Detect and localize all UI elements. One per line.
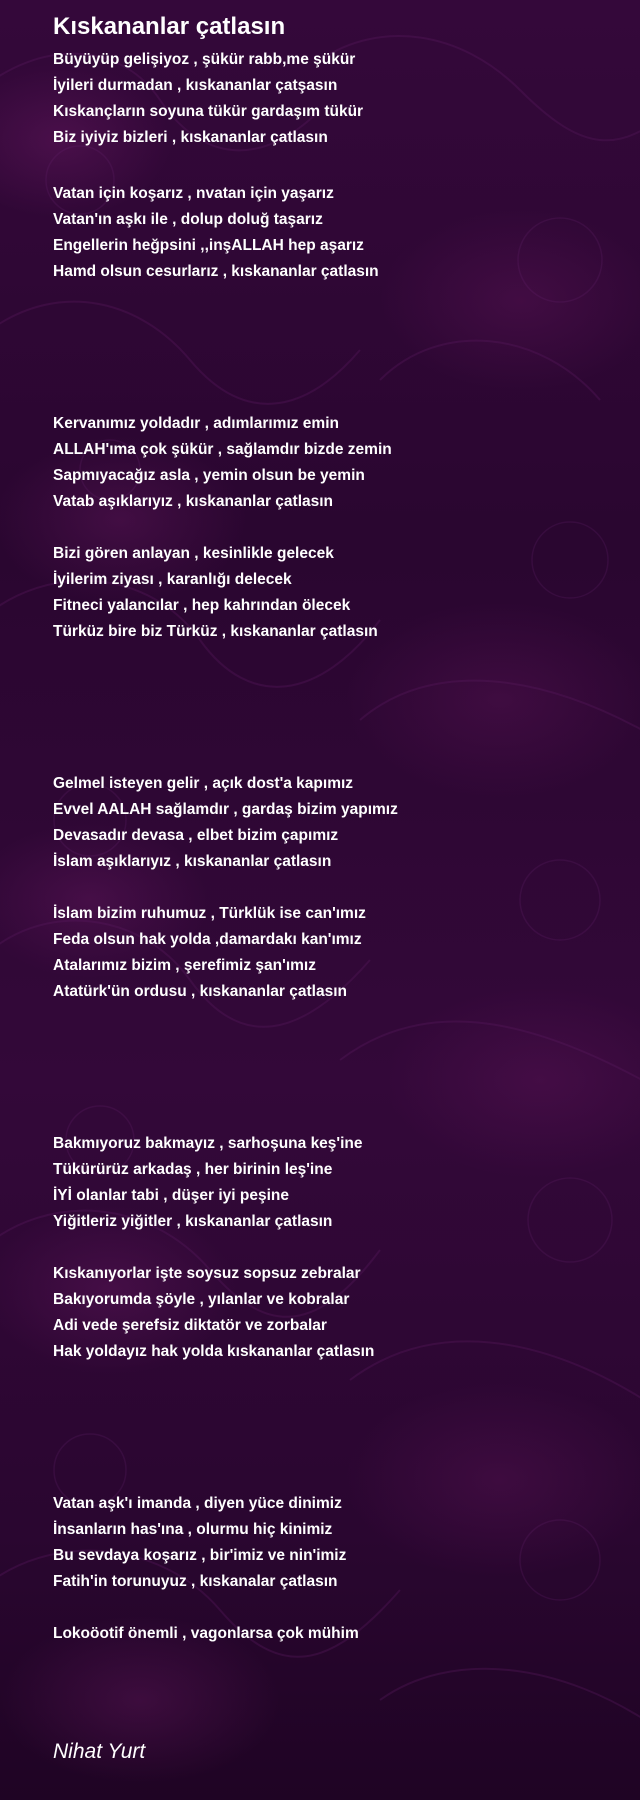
poem-line: İslam bizim ruhumuz , Türklük ise can'ımız (53, 905, 366, 922)
poem-line: ALLAH'ıma çok şükür , sağlamdır bizde zemin (53, 441, 392, 458)
poem-line: Lokoöotif önemli , vagonlarsa çok mühim (53, 1625, 359, 1642)
poem-line: İnsanların has'ına , olurmu hiç kinimiz (53, 1521, 333, 1538)
poem-line: Hamd olsun cesurlarız , kıskananlar çatlasın (53, 263, 379, 280)
poem-line: Kıskançların soyuna tükür gardaşım tükür (53, 103, 364, 120)
poem-line: Atalarımız bizim , şerefimiz şan'ımız (53, 957, 316, 974)
stanza-6 (53, 901, 366, 1005)
stanza-1 (53, 47, 363, 151)
poem-line: Vatan'ın aşkı ile , dolup doluğ taşarız (53, 211, 323, 228)
poem-line: Vatan için koşarız , nvatan için yaşarız (53, 185, 334, 202)
poem-line: İYİ olanlar tabi , düşer iyi peşine (53, 1187, 290, 1204)
poem-line: İslam aşıklarıyız , kıskananlar çatlasın (53, 853, 332, 870)
poem-line: Atatürk'ün ordusu , kıskananlar çatlasın (53, 983, 347, 1000)
poem-line: Fitneci yalancılar , hep kahrından ölecek (53, 597, 351, 614)
stanza-5 (53, 771, 398, 875)
stanza-3 (53, 411, 392, 515)
poem-line: Sapmıyacağız asla , yemin olsun be yemin (53, 467, 365, 484)
poem-line: Vatan aşk'ı imanda , diyen yüce dinimiz (53, 1495, 342, 1512)
stanza-8 (53, 1261, 374, 1365)
poem-line: Tükürürüz arkadaş , her birinin leş'ine (53, 1161, 333, 1178)
poem-line: Devasadır devasa , elbet bizim çapımız (53, 827, 339, 844)
poem-line: Bu sevdaya koşarız , bir'imiz ve nin'imiz (53, 1547, 347, 1564)
poem-line: Yiğitleriz yiğitler , kıskananlar çatlasın (53, 1213, 333, 1230)
poem-line: Türküz bire biz Türküz , kıskananlar çatlasın (53, 623, 378, 640)
poem-line: Bakmıyoruz bakmayız , sarhoşuna keş'ine (53, 1135, 363, 1152)
poem-author: Nihat Yurt (53, 1740, 146, 1763)
poem-line: Gelmel isteyen gelir , açık dost'a kapımız (53, 775, 354, 792)
poem-line: Kervanımız yoldadır , adımlarımız emin (53, 415, 339, 432)
stanza-9 (53, 1491, 346, 1595)
poem-line: Feda olsun hak yolda ,damardakı kan'ımız (53, 931, 362, 948)
poem-line: Biz iyiyiz bizleri , kıskananlar çatlasın (53, 129, 328, 146)
poem-line: Bizi gören anlayan , kesinlikle gelecek (53, 545, 334, 562)
stanza-4 (53, 541, 378, 645)
stanza-10 (53, 1621, 359, 1647)
poem-line: Fatih'in torunuyuz , kıskanalar çatlasın (53, 1573, 338, 1590)
poem-line: İyilerim ziyası , karanlığı delecek (53, 571, 292, 588)
stanza-2 (53, 181, 379, 285)
poem-line: İyileri durmadan , kıskananlar çatşasın (53, 77, 338, 94)
poem-line: Kıskanıyorlar işte soysuz sopsuz zebralar (53, 1265, 361, 1282)
poem-title: Kıskananlar çatlasın (53, 13, 286, 40)
poem-line: Engellerin heğpsini ,,inşALLAH hep aşarız (53, 237, 364, 254)
stanza-7 (53, 1131, 363, 1235)
poem-line: Hak yoldayız hak yolda kıskananlar çatlasın (53, 1343, 375, 1360)
poem-line: Vatab aşıklarıyız , kıskananlar çatlasın (53, 493, 334, 510)
poem-line: Adi vede şerefsiz diktatör ve zorbalar (53, 1317, 327, 1334)
poem-line: Evvel AALAH sağlamdır , gardaş bizim yapımız (53, 801, 398, 818)
poem-line: Bakıyorumda şöyle , yılanlar ve kobralar (53, 1291, 350, 1308)
poem-line: Büyüyüp gelişiyoz , şükür rabb,me şükür (53, 51, 356, 68)
